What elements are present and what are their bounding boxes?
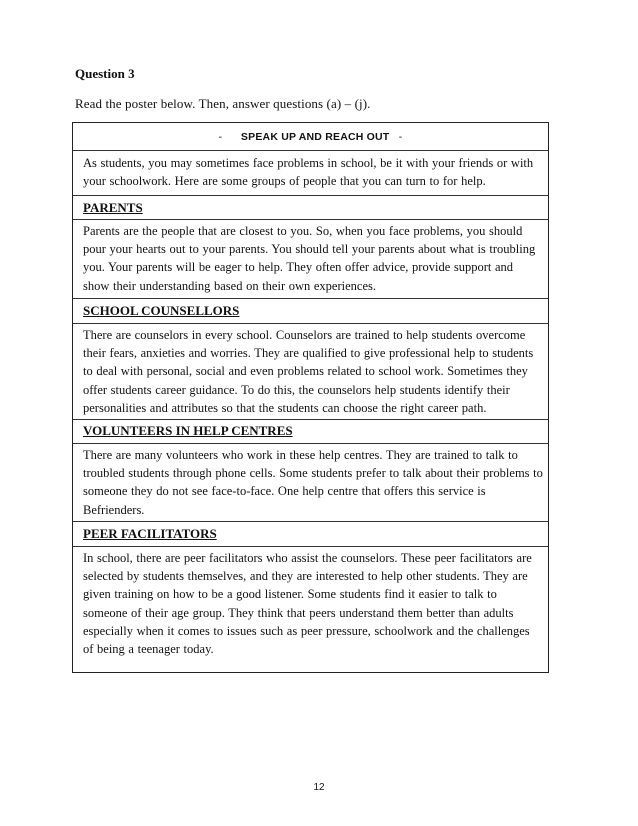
section-heading-parents: PARENTS — [83, 200, 143, 215]
divider — [73, 419, 548, 420]
title-dash-left: - — [218, 131, 223, 143]
title-dash-right: - — [398, 131, 403, 143]
divider — [73, 546, 548, 547]
section-text-parents: Parents are the people that are closest to you. So, when you face problems, you should pour your hearts out to your parents. You should tell your parents about what is troubling you. Your parents will be eager to help. They often offer advice, provide support and show their understanding based on their own experiences. — [83, 224, 536, 293]
divider — [73, 298, 548, 299]
section-heading-peer-facilitators: PEER FACILITATORS — [83, 526, 217, 541]
divider — [73, 150, 548, 151]
section-text-school-counsellors: There are counselors in every school. Counselors are trained to help students overcome their fears, anxieties and worries. They are qualified to give professional help to students to deal with personal, social and even problems related to school work. Sometimes they offer students career guidance. To do this, the counselors help students identify their personalities and attributes so that the students can choose the right career path. — [83, 328, 534, 415]
divider — [73, 219, 548, 220]
section-heading-school-counsellors: SCHOOL COUNSELLORS — [83, 303, 240, 318]
divider — [73, 521, 548, 522]
poster-intro: As students, you may sometimes face problems in school, be it with your friends or with your schoolwork. Here are some groups of people that you can turn to for help. — [83, 156, 534, 189]
divider — [73, 195, 548, 196]
section-heading-volunteers: VOLUNTEERS IN HELP CENTRES — [83, 423, 293, 438]
page-number: 12 — [313, 782, 325, 793]
divider — [73, 443, 548, 444]
section-text-peer-facilitators: In school, there are peer facilitators who assist the counselors. These peer facilitators are selected by students themselves, and they are interested to help other students. They are given training on how to be a good listener. Some students find it easier to talk to someone of their age group. They think that peers understand them better than adults especially when it comes to issues such as peer pressure, schoolwork and the challenges of being a teenager today. — [83, 551, 532, 657]
divider — [73, 323, 548, 324]
poster-title-text: SPEAK UP AND REACH OUT — [240, 131, 390, 143]
poster-title — [73, 131, 548, 143]
question-heading: Question 3 — [75, 66, 135, 81]
section-text-volunteers: There are many volunteers who work in these help centres. They are trained to talk to troubled students through phone cells. Some students prefer to talk about their problems to someone they do not see face-to-face. One help centre that offers this service is Befrienders. — [83, 448, 543, 517]
question-instruction: Read the poster below. Then, answer questions (a) – (j). — [75, 96, 371, 111]
poster-box — [72, 122, 549, 673]
